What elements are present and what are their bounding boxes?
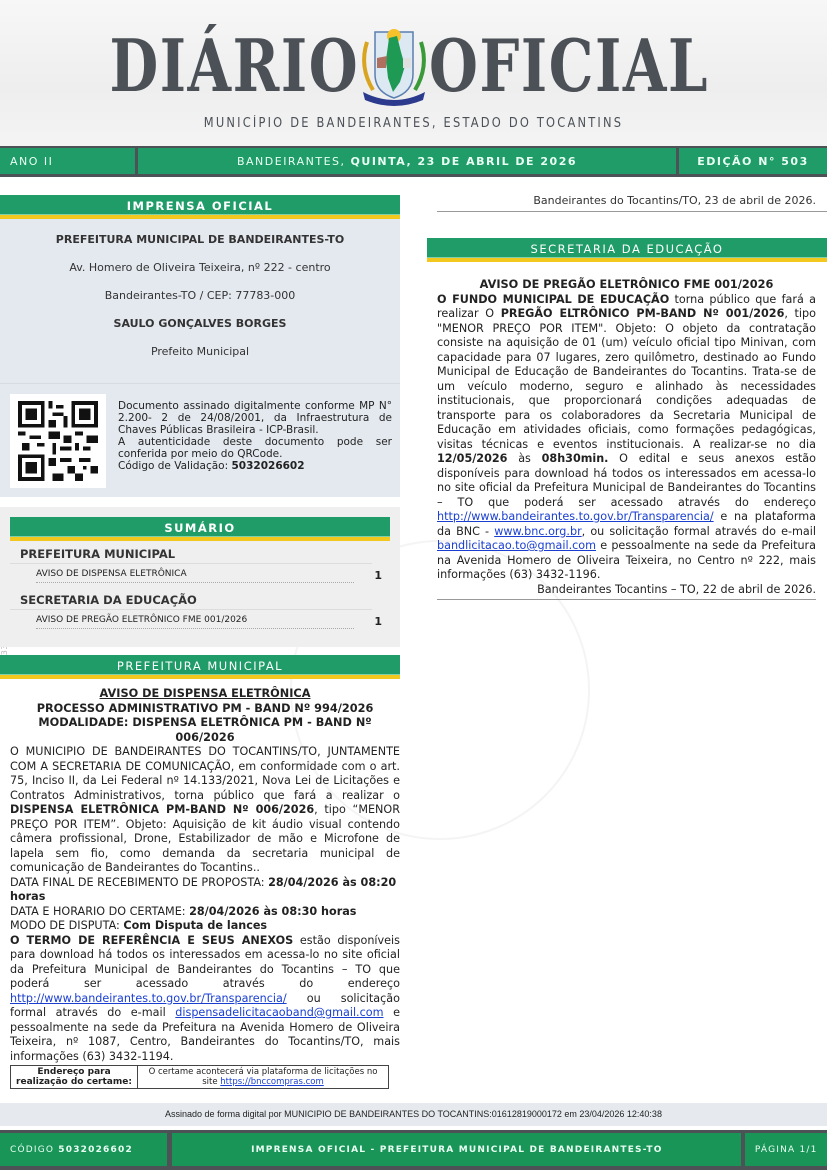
imprensa-oficial-box (0, 195, 400, 497)
prefeitura-banner: PREFEITURA MUNICIPAL (0, 655, 400, 679)
modality: MODALIDADE: DISPENSA ELETRÔNICA PM - BAND Nº 006/2026 (38, 716, 372, 744)
transparencia-link[interactable]: http://www.bandeirantes.to.gov.br/Transparencia/ (10, 991, 287, 1005)
masthead-title (0, 22, 827, 108)
right-column (427, 190, 827, 600)
dispute-mode: MODO DE DISPUTA: Com Disputa de lances (10, 919, 268, 932)
certame-date: DATA E HORARIO DO CERTAME: 28/04/2026 às 08:30 horas (10, 904, 357, 918)
page-number: 1 (374, 569, 382, 582)
bnc-link[interactable]: www.bnc.org.br (494, 524, 582, 538)
footer-code: CÓDIGO 5032026602 (0, 1133, 167, 1166)
org-cep: Bandeirantes-TO / CEP: 77783-000 (104, 289, 296, 302)
article-title: AVISO DE DISPENSA ELETRÔNICA (99, 687, 311, 700)
email-link[interactable]: dispensadelicitacaoband@gmail.com (175, 1006, 384, 1019)
page-indicator: PÁGINA 1/1 (745, 1133, 827, 1166)
article-body: O MUNICIPIO DE BANDEIRANTES DO TOCANTINS/TO, JUNTAMENTE COM A SECRETARIA DE COMUNICAÇÃO, em conformidade com o art. 75, Inciso II, da Lei Federal nº 14.133/2021, Nova Lei de Licitações e Contratos Administrativos, torna público que fará a realizar o DISPENSA ELETRÔNICA PM-BAND Nº 006/2026, tipo “MENOR PREÇO POR ITEM”. Objeto: Aquisição de kit áudio visual contendo câmera profissional, Drone, Estabilizador de mão e Microfone de lapela sem fio, como demanda da secretaria municipal de comunicação de Bandeirantes do Tocantins.. (10, 745, 400, 874)
sumario-group-prefeitura: PREFEITURA MUNICIPAL (10, 541, 372, 564)
year-label: ANO II (0, 148, 135, 174)
digital-signature-bar: Assinado de forma digital por MUNICIPIO DE BANDEIRANTES DO TOCANTINS:01612819000172 em 23/04/2026 12:40:38 (0, 1103, 827, 1126)
sumario-box (0, 507, 400, 647)
mayor-name: SAULO GONÇALVES BORGES (113, 317, 287, 330)
educacao-banner: SECRETARIA DA EDUCAÇÃO (427, 238, 827, 262)
validation-code: 5032026602 (231, 460, 305, 472)
date-label (138, 148, 676, 174)
process-number: PROCESSO ADMINISTRATIVO PM - BAND Nº 994/2026 (36, 701, 374, 715)
left-column (0, 195, 400, 1089)
sumario-banner: SUMÁRIO (10, 517, 390, 541)
transparencia-link[interactable]: http://www.bandeirantes.to.gov.br/Transparencia/ (437, 510, 714, 523)
pregao-article (427, 262, 827, 600)
qr-code-icon[interactable] (10, 394, 106, 488)
dispensa-article (10, 679, 400, 1089)
sumario-item[interactable]: AVISO DE PREGÃO ELETRÔNICO FME 001/2026 1 (36, 615, 382, 628)
article-body-2: O TERMO DE REFERÊNCIA E SEUS ANEXOS estão disponíveis para download há todos os interessados em acessa-lo no site oficial da Prefeitura Municipal de Bandeirantes do Tocantins – TO que poderá ser acessado através do endereço http://www.bandeirantes.to.gov.br/Transparencia/ ou solicitação formal através do e-mail dispensadelicitacaoband@gmail.com e pessoalmente na sede da Prefeitura na Avenida Homero de Oliveira Teixeira, nº 1087, Centro, Bandeirantes do Tocantins/TO, mais informações (63) 3432-1194. (10, 933, 400, 1063)
footer-center: IMPRENSA OFICIAL - PREFEITURA MUNICIPAL DE BANDEIRANTES-TO (172, 1133, 741, 1166)
publication-date: Bandeirantes do Tocantins/TO, 23 de abril de 2026. (437, 190, 827, 212)
proposal-deadline: DATA FINAL DE RECEBIMENTO DE PROPOSTA: 28/04/2026 às 08:20 horas (10, 875, 397, 903)
edition-bar (0, 146, 827, 177)
city: BANDEIRANTES, (236, 154, 346, 168)
table-cell: O certame acontecerá via plataforma de licitações no site https://bnccompras.com (138, 1066, 389, 1089)
bnccompras-link[interactable]: https://bnccompras.com (220, 1077, 324, 1087)
org-name: PREFEITURA MUNICIPAL DE BANDEIRANTES-TO (55, 233, 345, 246)
imprensa-banner: IMPRENSA OFICIAL (0, 195, 400, 219)
sumario-group-educacao: SECRETARIA DA EDUCAÇÃO (10, 587, 372, 610)
date: QUINTA, 23 DE ABRIL DE 2026 (350, 154, 578, 168)
masthead-subtitle: MUNICÍPIO DE BANDEIRANTES, ESTADO DO TOCANTINS (203, 116, 624, 131)
title-oficial: OFICIAL (429, 22, 710, 108)
article-title: AVISO DE PREGÃO ELETRÔNICO FME 001/2026 (479, 278, 774, 291)
signature-block (0, 383, 400, 497)
page-number: 1 (374, 615, 382, 628)
certame-address-table (10, 1065, 389, 1089)
municipal-crest-icon (353, 22, 435, 108)
sumario-item[interactable]: AVISO DE DISPENSA ELETRÔNICA 1 (36, 569, 382, 582)
title-diario: DIÁRIO (109, 22, 360, 108)
article-signature: Bandeirantes Tocantins – TO, 22 de abril de 2026. (437, 583, 816, 601)
email-link[interactable]: bandlicitacao.to@gmail.com (437, 539, 597, 552)
table-header: Endereço para realização do certame: (11, 1066, 138, 1089)
masthead (0, 0, 827, 146)
org-address: Av. Homero de Oliveira Teixeira, nº 222 - centro (69, 261, 331, 274)
article-body: O FUNDO MUNICIPAL DE EDUCAÇÃO torna público que fará a realizar O PREGÃO ELTRÔNICO PM-BAND Nº 001/2026, tipo "MENOR PREÇO POR ITEM". Objeto: O objeto da contratação consiste na aquisição de 01 (um) veículo oficial tipo Minivan, com capacidade para 07 lugares, zero quilômetro, destinado ao Fundo Municipal de Educação de Bandeirantes do Tocantins. Trata-se de um veículo moderno, seguro e alinhado às necessidades institucionais, que proporcionará condições adequadas de transporte para os colaboradores da Secretaria Municipal de Educação em atividades oficiais, como formações pedagógicas, visitas técnicas e eventos institucionais. A realizar-se no dia 12/05/2026 às 08h30min. O edital e seus anexos estão disponíveis para download há todos os interessados em acessa-lo no site oficial da Prefeitura Municipal de Bandeirantes do Tocantins – TO que poderá ser acessado através do endereço http://www.bandeirantes.to.gov.br/Transparencia/ e na plataforma da BNC - www.bnc.org.br, ou solicitação formal através do e-mail bandlicitacao.to@gmail.com e pessoalmente na sede da Prefeitura na Avenida Homero de Oliveira Teixeira, no Centro nº 222, mais informações (63) 3432-1196. (437, 292, 817, 581)
mayor-title: Prefeito Municipal (150, 345, 250, 358)
signature-text: Documento assinado digitalmente conforme MP N° 2.200- 2 de 24/08/2001, da Infraestrutura de Chaves Públicas Brasileira - ICP-Brasil. A autenticidade deste documento pode ser conferida por meio do QRCode. Código de Validação: 5032026602 (118, 400, 392, 472)
imprensa-info (0, 219, 400, 383)
footer-bar (0, 1130, 827, 1170)
edition-number: EDIÇÃO N° 503 (679, 148, 827, 174)
